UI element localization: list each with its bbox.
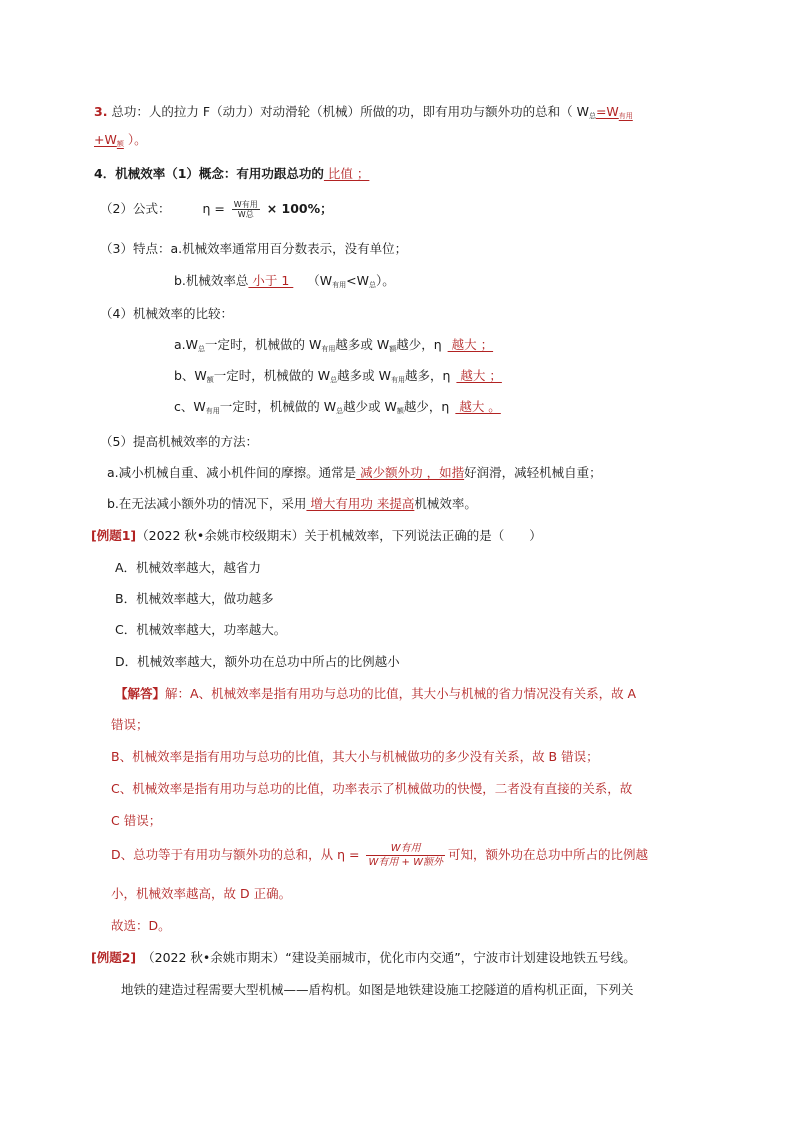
item3-number: 3. bbox=[94, 104, 108, 119]
compare-c: c、$W_{有用}$一定时，机械做的 $W_总$越少或 $W_额$越少，η 越大 。 bbox=[174, 399, 501, 415]
item4-feature-a: （3）特点：a.机械效率通常用百分数表示，没有单位； bbox=[100, 241, 408, 256]
improve-b: b.在无法减小额外功的情况下，采用 增大有用功 来提高机械效率。 bbox=[107, 496, 477, 511]
item4-improve-head: （5）提高机械效率的方法： bbox=[100, 434, 258, 449]
item3-text: 总功：人的拉力 F（动力）对动滑轮（机械）所做的功，即有用功与额外功的总和（ W bbox=[107, 104, 589, 119]
answer-tag: 【解答】 bbox=[115, 686, 166, 701]
answer-b: B、机械效率是指有用功与总功的比值，其大小与机械做功的多少没有关系，故 B 错误； bbox=[111, 749, 599, 764]
option-b: B．机械效率越大，做功越多 bbox=[115, 591, 274, 606]
answer-fraction: $\frac{\text{W有用}}{\text{W有用 + W额外}}$ bbox=[368, 843, 443, 868]
item4-compare-head: （4）机械效率的比较： bbox=[100, 306, 233, 321]
example2-tag: [例题2] bbox=[91, 950, 137, 965]
example1-tag: [例题1] bbox=[91, 528, 137, 543]
item3-line2: $+W_额$ ）。 bbox=[94, 132, 147, 148]
blank-less-than-1: 小于 1 bbox=[248, 273, 294, 288]
example1-stem: [例题1]（2022 秋•余姚市校级期末）关于机械效率，下列说法正确的是（ ） bbox=[91, 528, 542, 543]
answer-a-line1: 【解答】解：A、机械效率是指有用功与总功的比值，其大小与机械的省力情况没有关系，故 A bbox=[115, 686, 637, 701]
item3-line1: 3. 总功：人的拉力 F（动力）对动滑轮（机械）所做的功，即有用功与额外功的总和（ $W_总=W_{有用}$ bbox=[94, 104, 633, 120]
compare-a: $a.W_总$一定时，机械做的 $W_{有用}$越多或 $W_额$越少，η 越大 ； bbox=[174, 337, 494, 353]
option-d: D．机械效率越大，额外功在总功中所占的比例越小 bbox=[115, 654, 400, 669]
answer-a-line2: 错误； bbox=[111, 717, 149, 732]
answer-choice: 故选：D。 bbox=[111, 918, 171, 933]
answer-c-line1: C、机械效率是指有用功与总功的比值，功率表示了机械做功的快慢，二者没有直接的关系，故 bbox=[111, 781, 633, 796]
blank-c: 越大 。 bbox=[455, 399, 501, 414]
answer-d-line1: D、总功等于有用功与额外功的总和，从 η = $\frac{\text{W有用}}{\text{W有用 + W额外}}$ 可知，额外功在总功中所占的比例越 bbox=[111, 843, 648, 868]
answer-c-line2: C 错误； bbox=[111, 813, 162, 828]
improve-a: a.减小机械自重、减小机件间的摩擦。通常是 减少额外功 ，如揩好润滑，减轻机械自重； bbox=[107, 465, 602, 480]
item3-eq: =W bbox=[595, 104, 619, 119]
answer-d-line2: 小，机械效率越高，故 D 正确。 bbox=[111, 886, 292, 901]
blank-reduce-extra: 减少额外功 ，如揩 bbox=[356, 465, 465, 480]
item4-formula: （2）公式： η = $\frac{\text{W有用}}{\text{W总}}$ × 100%； bbox=[100, 200, 333, 219]
item4-feature-b: b.机械效率总 小于 1 $(W_{有用}<W_总)$。 bbox=[174, 273, 395, 289]
example2-line2: 地铁的建造过程需要大型机械——盾构机。如图是地铁建设施工挖隧道的盾构机正面，下列关 bbox=[121, 982, 634, 997]
example2-stem: [例题2] （2022 秋•余姚市期末）“建设美丽城市，优化市内交通”，宁波市计划建设地铁五号线。 bbox=[91, 950, 636, 965]
option-a: A．机械效率越大，越省力 bbox=[115, 560, 262, 575]
blank-increase-useful: 增大有用功 来提高 bbox=[306, 496, 415, 511]
blank-a: 越大 ； bbox=[447, 337, 494, 352]
item4-concept: 4．机械效率（1）概念：有用功跟总功的 比值 ； bbox=[94, 166, 370, 181]
blank-b: 越大 ； bbox=[456, 368, 502, 383]
option-c: C．机械效率越大，功率越大。 bbox=[115, 622, 287, 637]
compare-b: b、$W_额$一定时，机械做的 $W_总$越多或 $W_{有用}$越多，η 越大 ； bbox=[174, 368, 502, 384]
blank-ratio: 比值 ； bbox=[323, 166, 370, 181]
efficiency-fraction: $\frac{\text{W有用}}{\text{W总}}$ bbox=[233, 200, 258, 219]
